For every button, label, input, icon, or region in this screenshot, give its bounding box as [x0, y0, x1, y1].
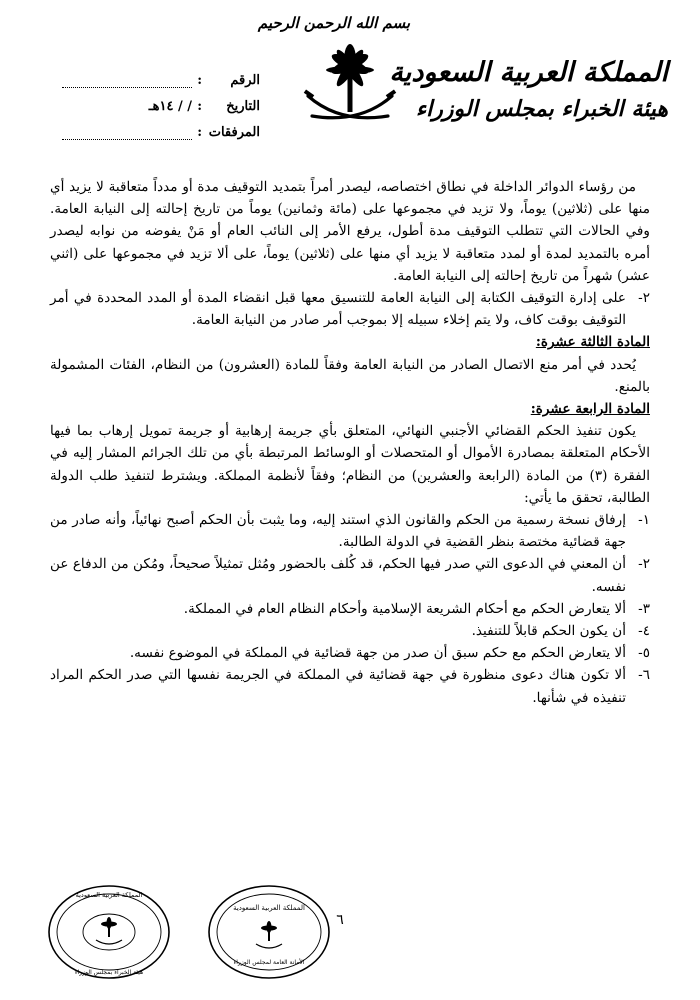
date-value: / / ١٤هـ — [148, 99, 192, 114]
reference-colon: : — [197, 73, 202, 88]
seal-left-text: المملكة العربية السعودية — [75, 891, 143, 899]
list-item — [50, 642, 650, 664]
kingdom-name: المملكة العربية السعودية — [389, 57, 668, 88]
document-body — [50, 176, 650, 709]
item-text: أن المعني في الدعوى التي صدر فيها الحكم، قد كُلف بالحضور ومُثل تمثيلاً صحيحاً، ومُكن من الدفاع عن نفسه. — [50, 556, 626, 595]
seal-left-subtext: هيئة الخبراء بمجلس الوزراء — [74, 969, 144, 976]
item-number: ٥- — [638, 645, 650, 662]
item-text: ألا تكون هناك دعوى منظورة في جهة قضائية في المملكة في الجريمة نفسها التي صدر الحكم المراد تنفيذه في شأنها. — [50, 667, 626, 706]
list-item — [50, 287, 650, 331]
date-colon: : — [197, 99, 202, 114]
item-number: ٣- — [638, 600, 650, 617]
official-seal-left-icon — [44, 880, 174, 984]
authority-name: هيئة الخبراء بمجلس الوزراء — [415, 96, 668, 122]
basmala: بسم الله الرحمن الرحيم — [257, 14, 410, 32]
attachments-label: المرفقات — [208, 125, 260, 140]
item-number: ٤- — [638, 623, 650, 640]
item-number: ١- — [638, 512, 650, 529]
item-text: إرفاق نسخة رسمية من الحكم والقانون الذي استند إليه، وما يثبت بأن الحكم أصبح نهائياً، وأنه صادر من جهة قضائية مختصة بنظر القضية في الدولة الطالبة. — [50, 512, 626, 551]
attachments-row — [40, 114, 260, 140]
article-14-heading: المادة الرابعة عشرة: — [530, 401, 650, 418]
reference-row — [40, 62, 260, 88]
item-text: ألا يتعارض الحكم مع حكم سبق أن صدر من جهة قضائية في المملكة في الموضوع نفسه. — [129, 645, 626, 662]
list-item — [50, 664, 650, 708]
item-number: ٦- — [638, 667, 650, 684]
article-13-text: يُحدد في أمر منع الاتصال الصادر من النيابة العامة وفقاً للمادة (العشرون) من النظام، الفئات المشمولة بالمنع. — [50, 356, 650, 395]
seal-right-subtext: الأمانة العامة لمجلس الوزراء — [233, 959, 305, 966]
article-14-text: يكون تنفيذ الحكم القضائي الأجنبي النهائي، المتعلق بأي جريمة إرهابية أو جريمة تمويل إرهاب بما فيها الأحكام المتعلقة بمصادرة الأموال أو المتحصلات أو الوسائط المرتبطة بأي من تلك الجرائم المشار إليه في الفقرة (٣) من المادة (الرابعة والعشرين) من النظام؛ وفقاً لأنظمة المملكة. ويشترط لتنفيذ طلب الدولة الطالبة، تحقق ما يأتي: — [50, 423, 650, 506]
attachments-line — [62, 125, 192, 140]
list-item — [50, 553, 650, 597]
letter-metadata — [40, 62, 260, 140]
article-13-heading: المادة الثالثة عشرة: — [535, 334, 650, 351]
palm-and-crossed-swords-emblem-icon — [300, 44, 400, 134]
reference-label: الرقم — [230, 73, 260, 88]
item-text: ألا يتعارض الحكم مع أحكام الشريعة الإسلامية وأحكام النظام العام في المملكة. — [183, 600, 626, 617]
page-number: ٦ — [336, 912, 344, 928]
list-item — [50, 509, 650, 553]
item-text: أن يكون الحكم قابلاً للتنفيذ. — [471, 623, 626, 640]
list-item — [50, 620, 650, 642]
seal-right-text: المملكة العربية السعودية — [233, 904, 305, 912]
intro-paragraph: من رؤساء الدوائر الداخلة في نطاق اختصاصه، ليصدر أمراً بتمديد التوقيف مدة أو مدداً متعاقبة لا يزيد أي منها على (ثلاثين) يوماً، ولا تزيد في مجموعها على (مائة وثمانين) يوماً من تاريخ إحالته إلى النيابة العامة. وفي الحالات التي تتطلب التوقيف مدة أطول، يرفع الأمر إلى النائب العام أو مَنْ يفوضه من نوابه ليصدر أمره بالتمديد لمدة أو لمدد متعاقبة لا يزيد أي منها على (ثلاثين) يوماً، على ألا تزيد في مجموعها على (اثني عشر) شهراً من تاريخ إحالته إلى النيابة العامة. — [50, 179, 650, 284]
date-label: التاريخ — [226, 99, 260, 114]
date-row — [40, 88, 260, 114]
item-text: على إدارة التوقيف الكتابة إلى النيابة العامة للتنسيق معها قبل انقضاء المدة أو المدد المحددة في أمر التوقيف بوقت كاف، ولا يتم إخلاء سبيله إلا بموجب أمر صادر من النيابة العامة. — [50, 290, 626, 329]
item-number: ٢- — [638, 556, 650, 573]
list-item — [50, 598, 650, 620]
official-seal-right-icon — [204, 880, 334, 984]
reference-line — [62, 73, 192, 88]
attachments-colon: : — [197, 125, 202, 140]
item-number: ٢- — [638, 290, 650, 307]
